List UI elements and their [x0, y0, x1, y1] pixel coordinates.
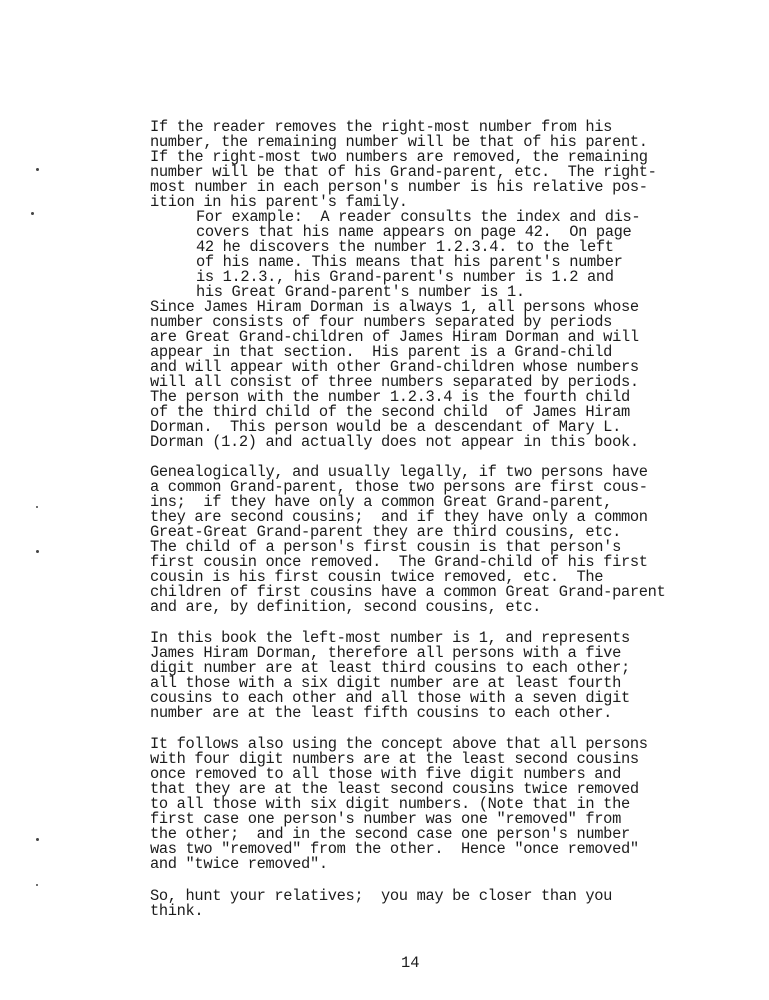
text-line: think.: [150, 902, 204, 920]
text-line: For example: A reader consults the index and dis-: [196, 208, 641, 226]
text-line: If the right-most two numbers are removed, the remaining: [150, 148, 648, 166]
text-line: to all those with six digit numbers. (Note that in the: [150, 795, 630, 813]
text-line: of his name. This means that his parent's number: [196, 253, 623, 271]
text-line: cousin is his first cousin twice removed, etc. The: [150, 568, 604, 586]
text-line: all those with a six digit number are at least fourth: [150, 674, 621, 692]
scan-speck: [36, 550, 39, 553]
text-line: Genealogically, and usually legally, if two persons have: [150, 463, 648, 481]
text-line: number are at the least fifth cousins to each other.: [150, 704, 613, 722]
text-line: first cousin once removed. The Grand-child of his first: [150, 553, 648, 571]
text-line: most number in each person's number is his relative pos-: [150, 178, 648, 196]
text-line: once removed to all those with five digit numbers and: [150, 765, 621, 783]
text-line: children of first cousins have a common Great Grand-parent: [150, 583, 666, 601]
text-line: ition in his parent's family.: [150, 193, 408, 211]
text-line: of the third child of the second child of James Hiram: [150, 403, 630, 421]
text-line: number will be that of his Grand-parent, etc. The right-: [150, 163, 657, 181]
text-line: The person with the number 1.2.3.4 is the fourth child: [150, 388, 630, 406]
text-line: covers that his name appears on page 42. On page: [196, 223, 632, 241]
text-line: his Great Grand-parent's number is 1.: [196, 283, 525, 301]
text-line: is 1.2.3., his Grand-parent's number is 1.2 and: [196, 268, 614, 286]
text-line: Great-Great Grand-parent they are third cousins, etc.: [150, 523, 621, 541]
text-line: first case one person's number was one "removed" from: [150, 810, 621, 828]
scan-speck: [31, 212, 34, 215]
text-line: the other; and in the second case one person's number: [150, 825, 630, 843]
scan-speck: [36, 884, 38, 886]
text-line: The child of a person's first cousin is that person's: [150, 538, 621, 556]
text-line: 42 he discovers the number 1.2.3.4. to the left: [196, 238, 614, 256]
text-line: was two "removed" from the other. Hence "once removed": [150, 840, 639, 858]
page-number: 14: [401, 954, 420, 972]
text-line: So, hunt your relatives; you may be closer than you: [150, 887, 613, 905]
text-line: with four digit numbers are at the least second cousins: [150, 750, 639, 768]
text-line: are Great Grand-children of James Hiram Dorman and will: [150, 328, 639, 346]
text-line: In this book the left-most number is 1, and represents: [150, 629, 630, 647]
text-line: will all consist of three numbers separated by periods.: [150, 373, 639, 391]
text-line: If the reader removes the right-most number from his: [150, 118, 613, 136]
text-line: and are, by definition, second cousins, etc.: [150, 598, 541, 616]
text-line: number consists of four numbers separated by periods: [150, 313, 613, 331]
text-line: digit number are at least third cousins to each other;: [150, 659, 630, 677]
text-line: Since James Hiram Dorman is always 1, all persons whose: [150, 298, 639, 316]
text-line: Dorman (1.2) and actually does not appear in this book.: [150, 433, 639, 451]
scan-speck: [36, 168, 39, 171]
text-line: number, the remaining number will be that of his parent.: [150, 133, 648, 151]
scan-speck: [36, 838, 39, 841]
text-line: James Hiram Dorman, therefore all persons with a five: [150, 644, 621, 662]
text-line: It follows also using the concept above that all persons: [150, 735, 648, 753]
text-line: cousins to each other and all those with a seven digit: [150, 689, 630, 707]
text-line: appear in that section. His parent is a Grand-child: [150, 343, 613, 361]
scan-speck: [36, 506, 38, 508]
text-line: a common Grand-parent, those two persons are first cous-: [150, 478, 648, 496]
text-line: and "twice removed".: [150, 855, 328, 873]
text-line: they are second cousins; and if they have only a common: [150, 508, 648, 526]
text-line: and will appear with other Grand-children whose numbers: [150, 358, 639, 376]
text-line: that they are at the least second cousins twice removed: [150, 780, 639, 798]
text-line: Dorman. This person would be a descendant of Mary L.: [150, 418, 621, 436]
text-line: ins; if they have only a common Great Grand-parent,: [150, 493, 613, 511]
